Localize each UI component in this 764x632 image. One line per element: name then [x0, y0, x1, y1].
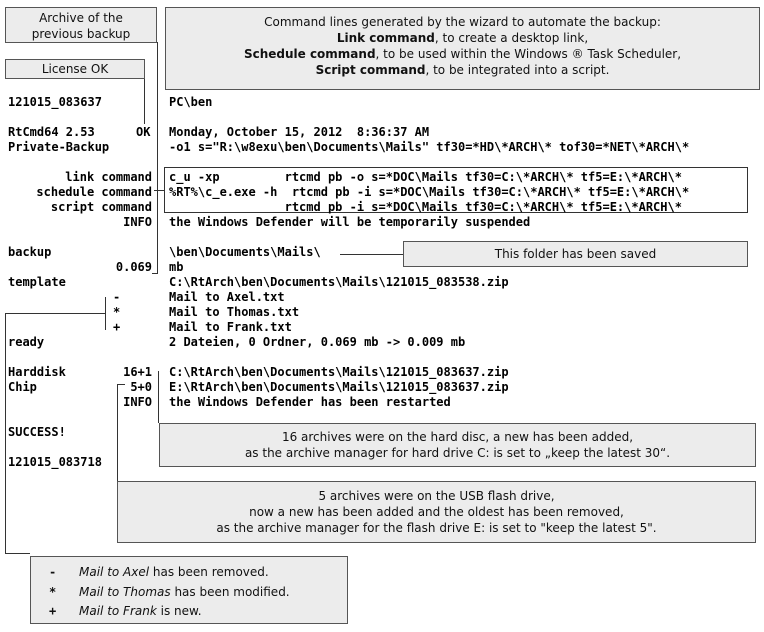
- profile-name: Private-Backup: [8, 140, 110, 154]
- ready-summary: 2 Dateien, 0 Ordner, 0.069 mb -> 0.009 mb: [169, 335, 466, 349]
- chip-count: 5+0: [130, 380, 152, 394]
- connector-archive-prev: [157, 42, 158, 274]
- header-line4-bold: Script command: [315, 63, 426, 77]
- app-version: RtCmd64 2.53: [8, 125, 95, 139]
- file-axel: Mail to Axel.txt: [169, 290, 285, 304]
- usb-line2: now a new has been added and the oldest has been removed,: [249, 505, 624, 519]
- header-line1: Command lines generated by the wizard to automate the backup:: [264, 15, 661, 29]
- harddisk-label: Harddisk: [8, 365, 66, 379]
- defender-suspended: the Windows Defender will be temporarily suspended: [169, 215, 531, 229]
- archive-prev-line2: previous backup: [31, 27, 131, 41]
- hdd-callout: [159, 423, 756, 467]
- archive-prev-line1: Archive of the: [39, 11, 123, 25]
- size-unit: mb: [169, 260, 184, 274]
- usb-callout: [117, 481, 756, 543]
- pc-user: PC\ben: [169, 95, 213, 109]
- usb-line3: as the archive manager for the flash drive E: is set to "keep the latest 5".: [216, 521, 657, 535]
- legend-row-new: [49, 603, 202, 619]
- legend-frank: Mail to Frank: [79, 604, 157, 618]
- header-line2-text: , to create a desktop link,: [434, 31, 589, 45]
- folder-saved-callout: [403, 241, 748, 267]
- chip-label: Chip: [8, 380, 37, 394]
- connector-legend-h: [5, 553, 30, 554]
- ready-label: ready: [8, 335, 45, 349]
- file-modified-symbol: *: [113, 305, 121, 319]
- script-command-label: script command: [50, 200, 152, 214]
- header-line3: [166, 46, 759, 62]
- legend-minus: -: [49, 565, 57, 579]
- end-id: 121015_083718: [8, 455, 102, 469]
- harddisk-path: C:\RtArch\ben\Documents\Mails\121015_083637.zip: [169, 365, 509, 379]
- file-thomas: Mail to Thomas.txt: [169, 305, 300, 319]
- legend-plus: +: [49, 604, 57, 618]
- legend-box: [30, 556, 348, 624]
- license-ok: OK: [136, 125, 151, 139]
- header-line4-text: , to be integrated into a script.: [425, 63, 610, 77]
- connector-chip-h: [117, 384, 125, 385]
- run-date: Monday, October 15, 2012 8:36:37 AM: [169, 125, 430, 139]
- legend-row-removed: [49, 564, 269, 580]
- header-line4: [166, 62, 759, 78]
- connector-folder: [340, 254, 403, 255]
- schedule-command-line[interactable]: %RT%\c_e.exe -h rtcmd pb -i s=*DOC\Mails tf30=C:\*ARCH\* tf5=E:\*ARCH\*: [169, 185, 690, 199]
- legend-thomas: Mail to Thomas: [79, 585, 171, 599]
- success-label: SUCCESS!: [8, 425, 66, 439]
- usb-line1: 5 archives were on the USB flash drive,: [318, 489, 555, 503]
- legend-modified-text: has been modified.: [170, 585, 290, 599]
- backup-size: 0.069: [115, 260, 152, 274]
- file-new-symbol: +: [113, 320, 121, 334]
- connector-hd-v: [158, 371, 159, 423]
- backup-folder: \ben\Documents\Mails\: [169, 245, 321, 259]
- harddisk-count: 16+1: [123, 365, 152, 379]
- folder-saved-text: This folder has been saved: [494, 247, 657, 261]
- header-line3-bold: Schedule command: [243, 47, 376, 61]
- connector-archive-prev-h: [152, 273, 158, 274]
- template-path: C:\RtArch\ben\Documents\Mails\121015_083538.zip: [169, 275, 509, 289]
- connector-chip-v: [117, 384, 118, 481]
- license-callout: [5, 59, 145, 79]
- connector-files-left: [5, 313, 6, 554]
- template-label: template: [8, 275, 66, 289]
- file-frank: Mail to Frank.txt: [169, 320, 292, 334]
- archive-prev-callout: [5, 7, 157, 43]
- header-callout: [165, 7, 760, 90]
- link-command-line[interactable]: c_u -xp rtcmd pb -o s=*DOC\Mails tf30=C:\*ARCH\* tf5=E:\*ARCH\*: [169, 170, 682, 184]
- connector-cmd-left: [154, 190, 164, 191]
- license-text: License OK: [41, 62, 109, 76]
- legend-axel: Mail to Axel: [79, 565, 150, 579]
- schedule-command-label: schedule command: [36, 185, 152, 199]
- hdd-line2: as the archive manager for hard drive C: is set to „keep the latest 30“.: [244, 446, 671, 460]
- legend-row-modified: [49, 584, 290, 600]
- chip-path: E:\RtArch\ben\Documents\Mails\121015_083637.zip: [169, 380, 509, 394]
- backup-label: backup: [8, 245, 52, 259]
- run-options: -o1 s="R:\w8exu\ben\Documents\Mails" tf30=*HD\*ARCH\* tof30=*NET\*ARCH\*: [169, 140, 690, 154]
- link-command-label: link command: [65, 170, 152, 184]
- legend-star: *: [49, 585, 57, 599]
- legend-removed-text: has been removed.: [149, 565, 269, 579]
- prev-archive-id: 121015_083637: [8, 95, 102, 109]
- defender-restarted: the Windows Defender has been restarted: [169, 395, 451, 409]
- connector-license: [144, 79, 145, 124]
- header-line3-text: , to be used within the Windows ® Task Scheduler,: [375, 47, 682, 61]
- header-line2: [166, 30, 759, 46]
- legend-new-text: is new.: [156, 604, 202, 618]
- info-label-2: INFO: [123, 395, 152, 409]
- file-removed-symbol: -: [113, 290, 121, 304]
- hdd-line1: 16 archives were on the hard disc, a new has been added,: [281, 430, 634, 444]
- connector-files-h: [5, 313, 106, 314]
- info-label-1: INFO: [123, 215, 152, 229]
- header-line2-bold: Link command: [336, 31, 435, 45]
- script-command-line[interactable]: rtcmd pb -i s=*DOC\Mails tf30=C:\*ARCH\* tf5=E:\*ARCH\*: [169, 200, 682, 214]
